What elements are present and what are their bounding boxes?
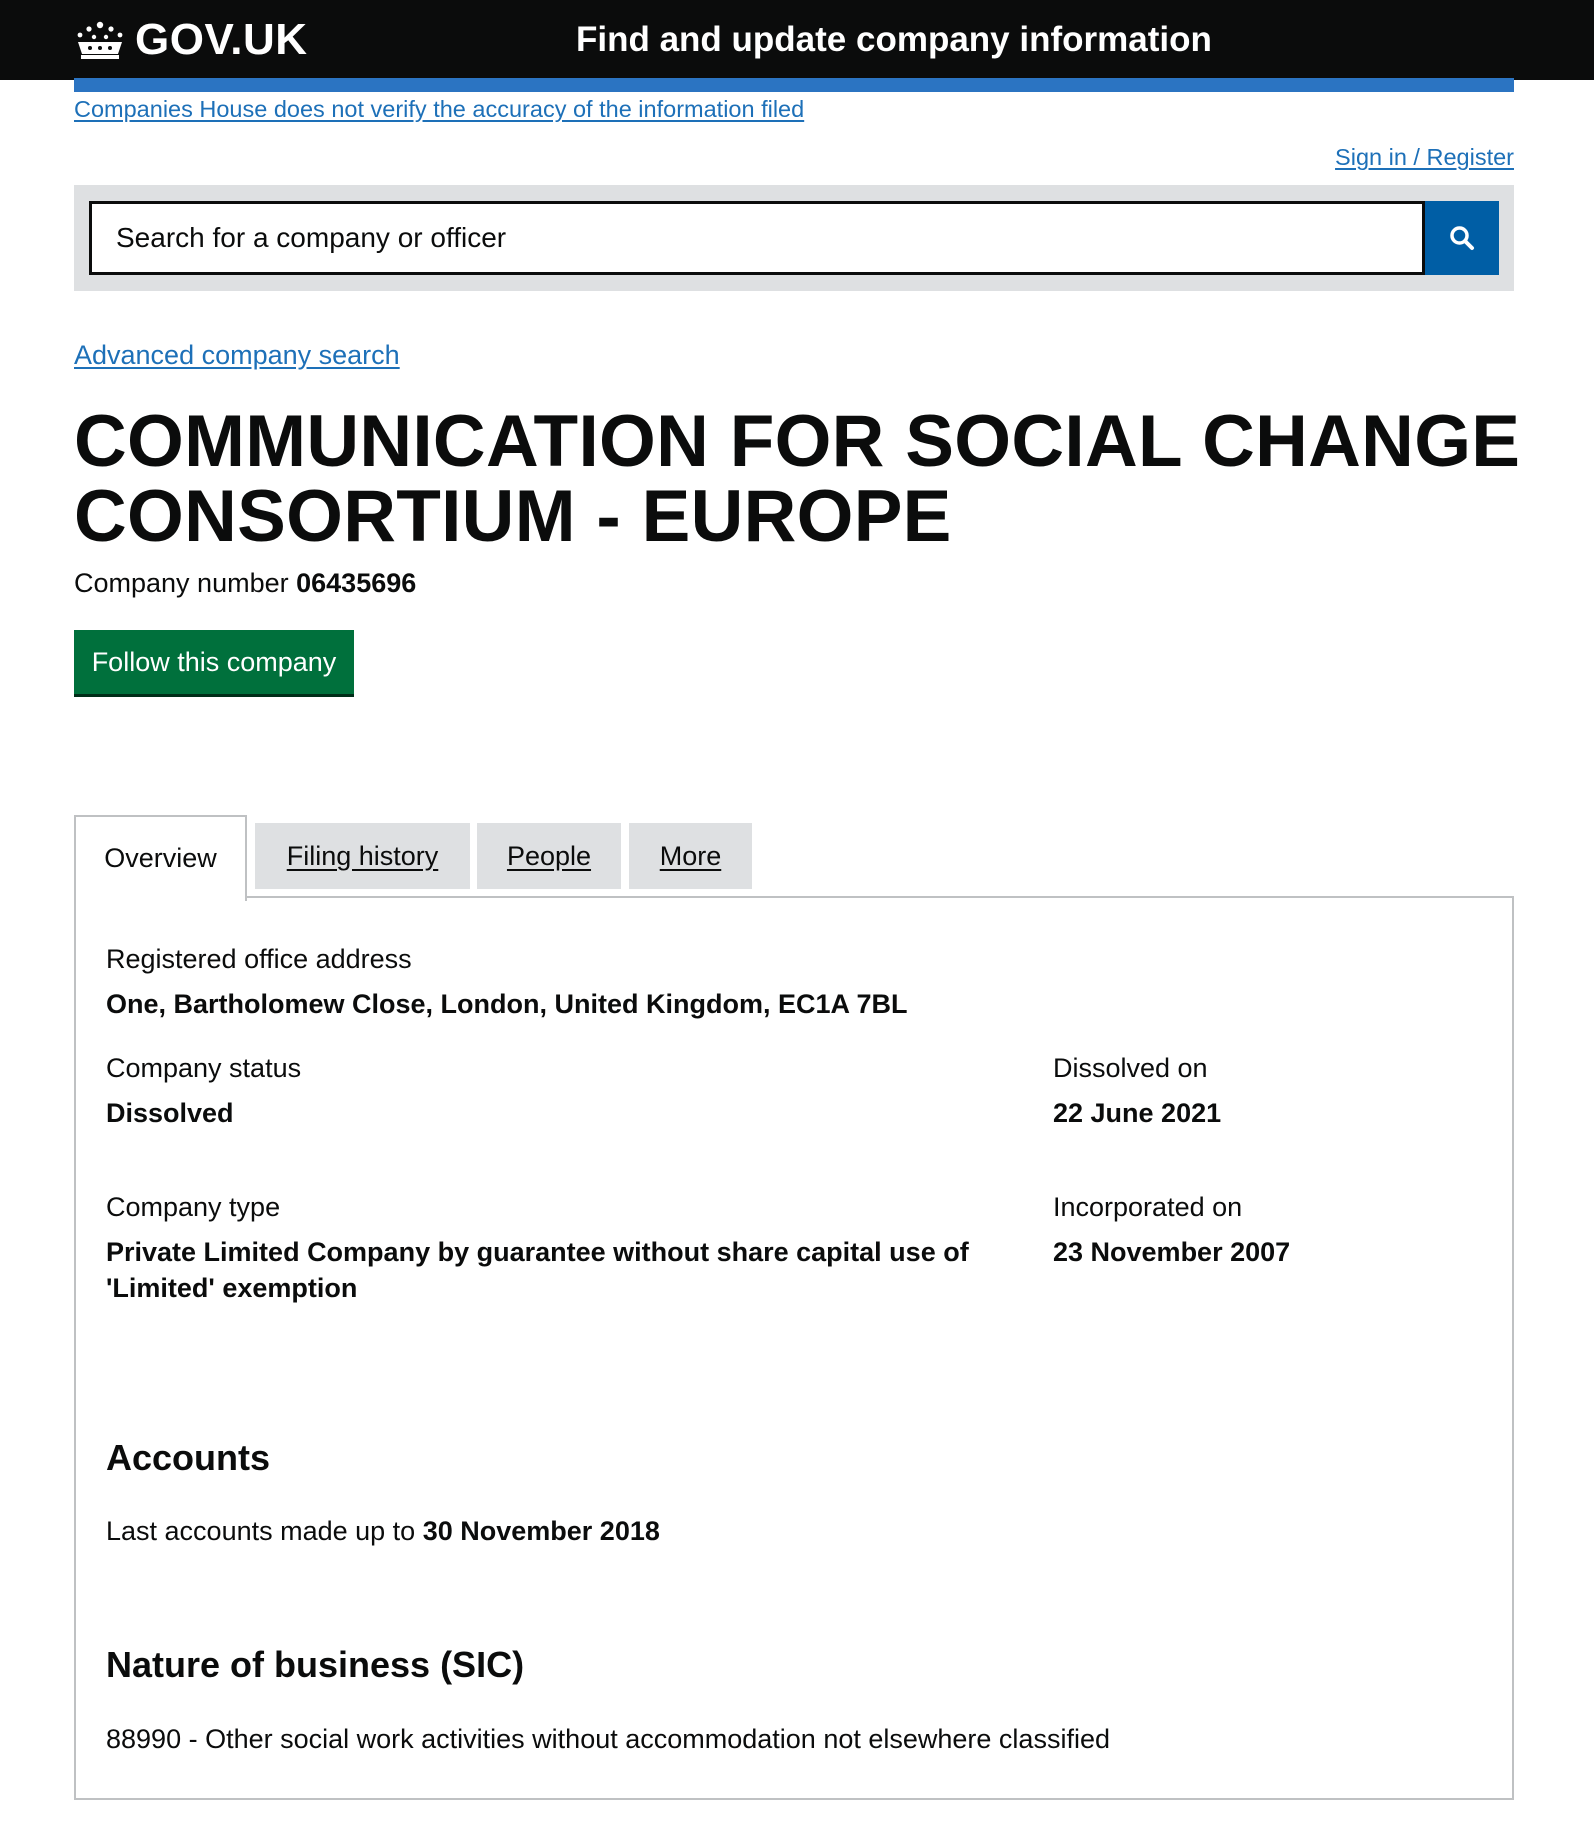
- company-number-label: Company number: [74, 568, 289, 598]
- tab-overview[interactable]: [74, 815, 247, 901]
- registered-office-value: One, Bartholomew Close, London, United Kingdom, EC1A 7BL: [106, 989, 908, 1019]
- company-name-title: COMMUNICATION FOR SOCIAL CHANGE CONSORTIUM - EUROPE: [74, 401, 1521, 557]
- tab-filing-history-link[interactable]: Filing history: [286, 841, 439, 871]
- govuk-logo-link[interactable]: [74, 14, 308, 66]
- dissolved-on-value: 22 June 2021: [1053, 1098, 1222, 1128]
- tab-overview-label: Overview: [104, 843, 217, 873]
- advanced-company-search-link[interactable]: Advanced company search: [74, 340, 400, 370]
- accounts-date: 30 November 2018: [422, 1516, 660, 1546]
- sign-in-register-link[interactable]: Sign in / Register: [1335, 144, 1514, 170]
- accounts-heading: Accounts: [106, 1437, 271, 1478]
- search-icon: [1449, 225, 1475, 251]
- site-header: [0, 0, 1594, 80]
- overview-panel: [74, 896, 1514, 1800]
- search-input[interactable]: [89, 201, 1425, 275]
- nature-of-business-heading: Nature of business (SIC): [106, 1644, 525, 1685]
- search-button[interactable]: [1425, 201, 1499, 275]
- header-accent-bar: [74, 78, 1514, 92]
- company-type-value: Private Limited Company by guarantee without share capital use of 'Limited' exemption: [106, 1237, 969, 1303]
- incorporated-on-label: Incorporated on: [1053, 1192, 1243, 1222]
- tab-more[interactable]: [629, 823, 752, 889]
- registered-office-label: Registered office address: [106, 944, 412, 974]
- logo-text: GOV.UK: [135, 15, 308, 64]
- company-type-label: Company type: [106, 1192, 281, 1222]
- tab-people-link[interactable]: People: [506, 841, 592, 871]
- incorporated-on-value: 23 November 2007: [1053, 1237, 1291, 1267]
- follow-company-button[interactable]: Follow this company: [74, 630, 354, 694]
- service-name[interactable]: Find and update company information: [576, 20, 1212, 59]
- tab-more-link[interactable]: More: [659, 841, 722, 871]
- dissolved-on-label: Dissolved on: [1053, 1053, 1208, 1083]
- sic-code-item: 88990 - Other social work activities without accommodation not elsewhere classified: [106, 1724, 1110, 1754]
- search-bar: [74, 185, 1514, 291]
- company-number: [74, 566, 416, 600]
- company-status-value: Dissolved: [106, 1098, 234, 1128]
- tab-people[interactable]: [477, 823, 621, 889]
- company-status-label: Company status: [106, 1053, 302, 1083]
- accounts-label: Last accounts made up to: [106, 1516, 416, 1546]
- disclaimer-link[interactable]: Companies House does not verify the accuracy of the information filed: [74, 96, 805, 122]
- company-number-value: 06435696: [296, 568, 417, 598]
- crown-icon: [74, 20, 126, 60]
- tab-filing-history[interactable]: [255, 823, 470, 889]
- accounts-text: [106, 1514, 660, 1548]
